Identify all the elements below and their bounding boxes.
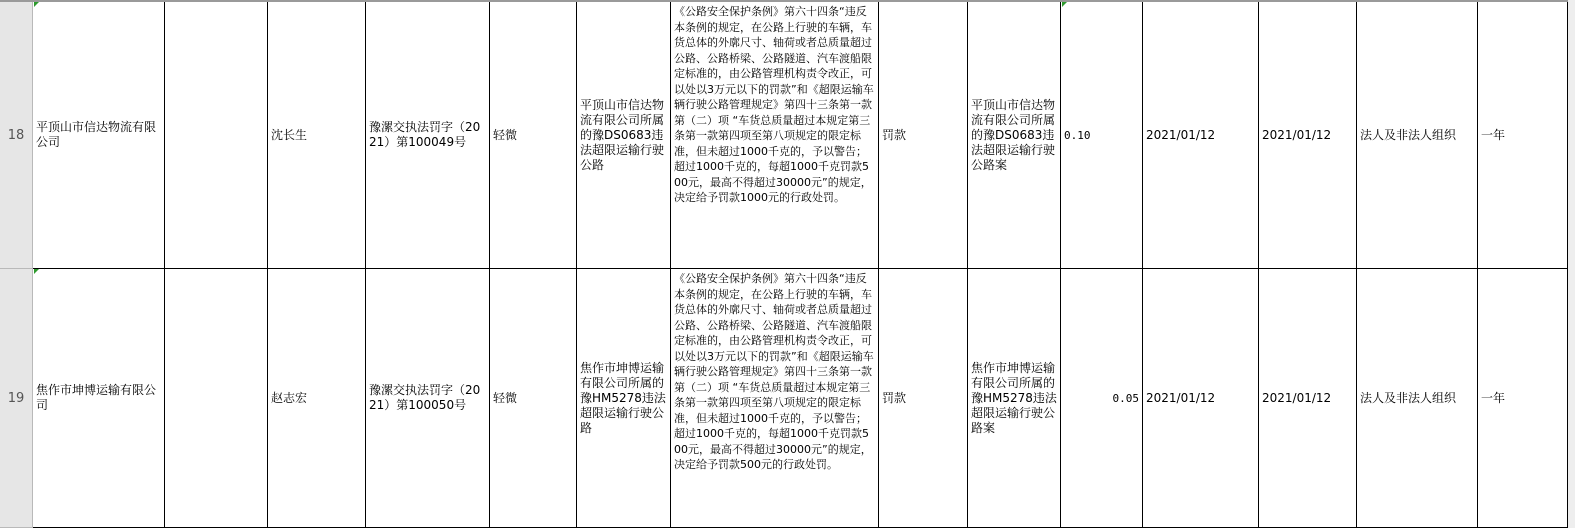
cell-content[interactable]: 焦作市坤博运输有限公司所属的豫HM5278违法超限运输行驶公路案: [968, 269, 1061, 528]
row-header-19[interactable]: 19: [0, 269, 33, 528]
cell-basis[interactable]: 《公路安全保护条例》第六十四条“违反本条例的规定，在公路上行驶的车辆，车货总体的外廓尺寸、轴荷或者总质量超过公路、公路桥梁、公路隧道、汽车渡船限定标准的，由公路管理机构责令改正，可以处以3万元以下的罚款”和《超限运输车辆行驶公路管理规定》第四十三条第一款第（二）项 “车货总质量超过本规定第三条第一款第四项至第八项规定的限定标准，但未超过1000千克的，予以警告；超过1000千克的，每超1000千克罚款500元，最高不得超过30000元”的规定，决定给予罚款500元的行政处罚。: [671, 269, 879, 528]
cell-amount[interactable]: 0.10: [1061, 2, 1143, 269]
cell-type[interactable]: 罚款: [879, 2, 968, 269]
row-header-18[interactable]: 18: [0, 2, 33, 269]
cell-violation[interactable]: 焦作市坤博运输有限公司所属的豫HM5278违法超限运输行驶公路: [577, 269, 671, 528]
cell-doc-no[interactable]: 豫漯交执法罚字（2021）第100049号: [366, 2, 490, 269]
cell-person[interactable]: 沈长生: [268, 2, 366, 269]
cell-blank[interactable]: [165, 269, 268, 528]
cell-severity[interactable]: 轻微: [490, 2, 577, 269]
cell-date-1[interactable]: 2021/01/12: [1143, 269, 1259, 528]
cell-doc-no[interactable]: 豫漯交执法罚字（2021）第100050号: [366, 269, 490, 528]
cell-period[interactable]: 一年: [1478, 2, 1568, 269]
cell-content[interactable]: 平顶山市信达物流有限公司所属的豫DS0683违法超限运输行驶公路案: [968, 2, 1061, 269]
cell-marker-icon: [1062, 2, 1067, 7]
cell-blank[interactable]: [165, 2, 268, 269]
cell-marker-icon: [34, 269, 39, 274]
cell-basis[interactable]: 《公路安全保护条例》第六十四条“违反本条例的规定，在公路上行驶的车辆，车货总体的外廓尺寸、轴荷或者总质量超过公路、公路桥梁、公路隧道、汽车渡船限定标准的，由公路管理机构责令改正，可以处以3万元以下的罚款”和《超限运输车辆行驶公路管理规定》第四十三条第一款第（二）项 “车货总质量超过本规定第三条第一款第四项至第八项规定的限定标准，但未超过1000千克的，予以警告；超过1000千克的，每超1000千克罚款500元，最高不得超过30000元”的规定，决定给予罚款1000元的行政处罚。: [671, 2, 879, 269]
cell-entity[interactable]: 平顶山市信达物流有限公司: [33, 2, 165, 269]
cell-severity[interactable]: 轻微: [490, 269, 577, 528]
sheet-right-edge: [1568, 0, 1575, 528]
cell-date-2[interactable]: 2021/01/12: [1259, 269, 1357, 528]
cell-person[interactable]: 赵志宏: [268, 269, 366, 528]
cell-period[interactable]: 一年: [1478, 269, 1568, 528]
cell-date-1[interactable]: 2021/01/12: [1143, 2, 1259, 269]
cell-category[interactable]: 法人及非法人组织: [1357, 2, 1478, 269]
cell-category[interactable]: 法人及非法人组织: [1357, 269, 1478, 528]
cell-date-2[interactable]: 2021/01/12: [1259, 2, 1357, 269]
cell-type[interactable]: 罚款: [879, 269, 968, 528]
cell-marker-icon: [34, 2, 39, 7]
cell-violation[interactable]: 平顶山市信达物流有限公司所属的豫DS0683违法超限运输行驶公路: [577, 2, 671, 269]
cell-entity[interactable]: 焦作市坤博运输有限公司: [33, 269, 165, 528]
cell-amount[interactable]: 0.05: [1061, 269, 1143, 528]
